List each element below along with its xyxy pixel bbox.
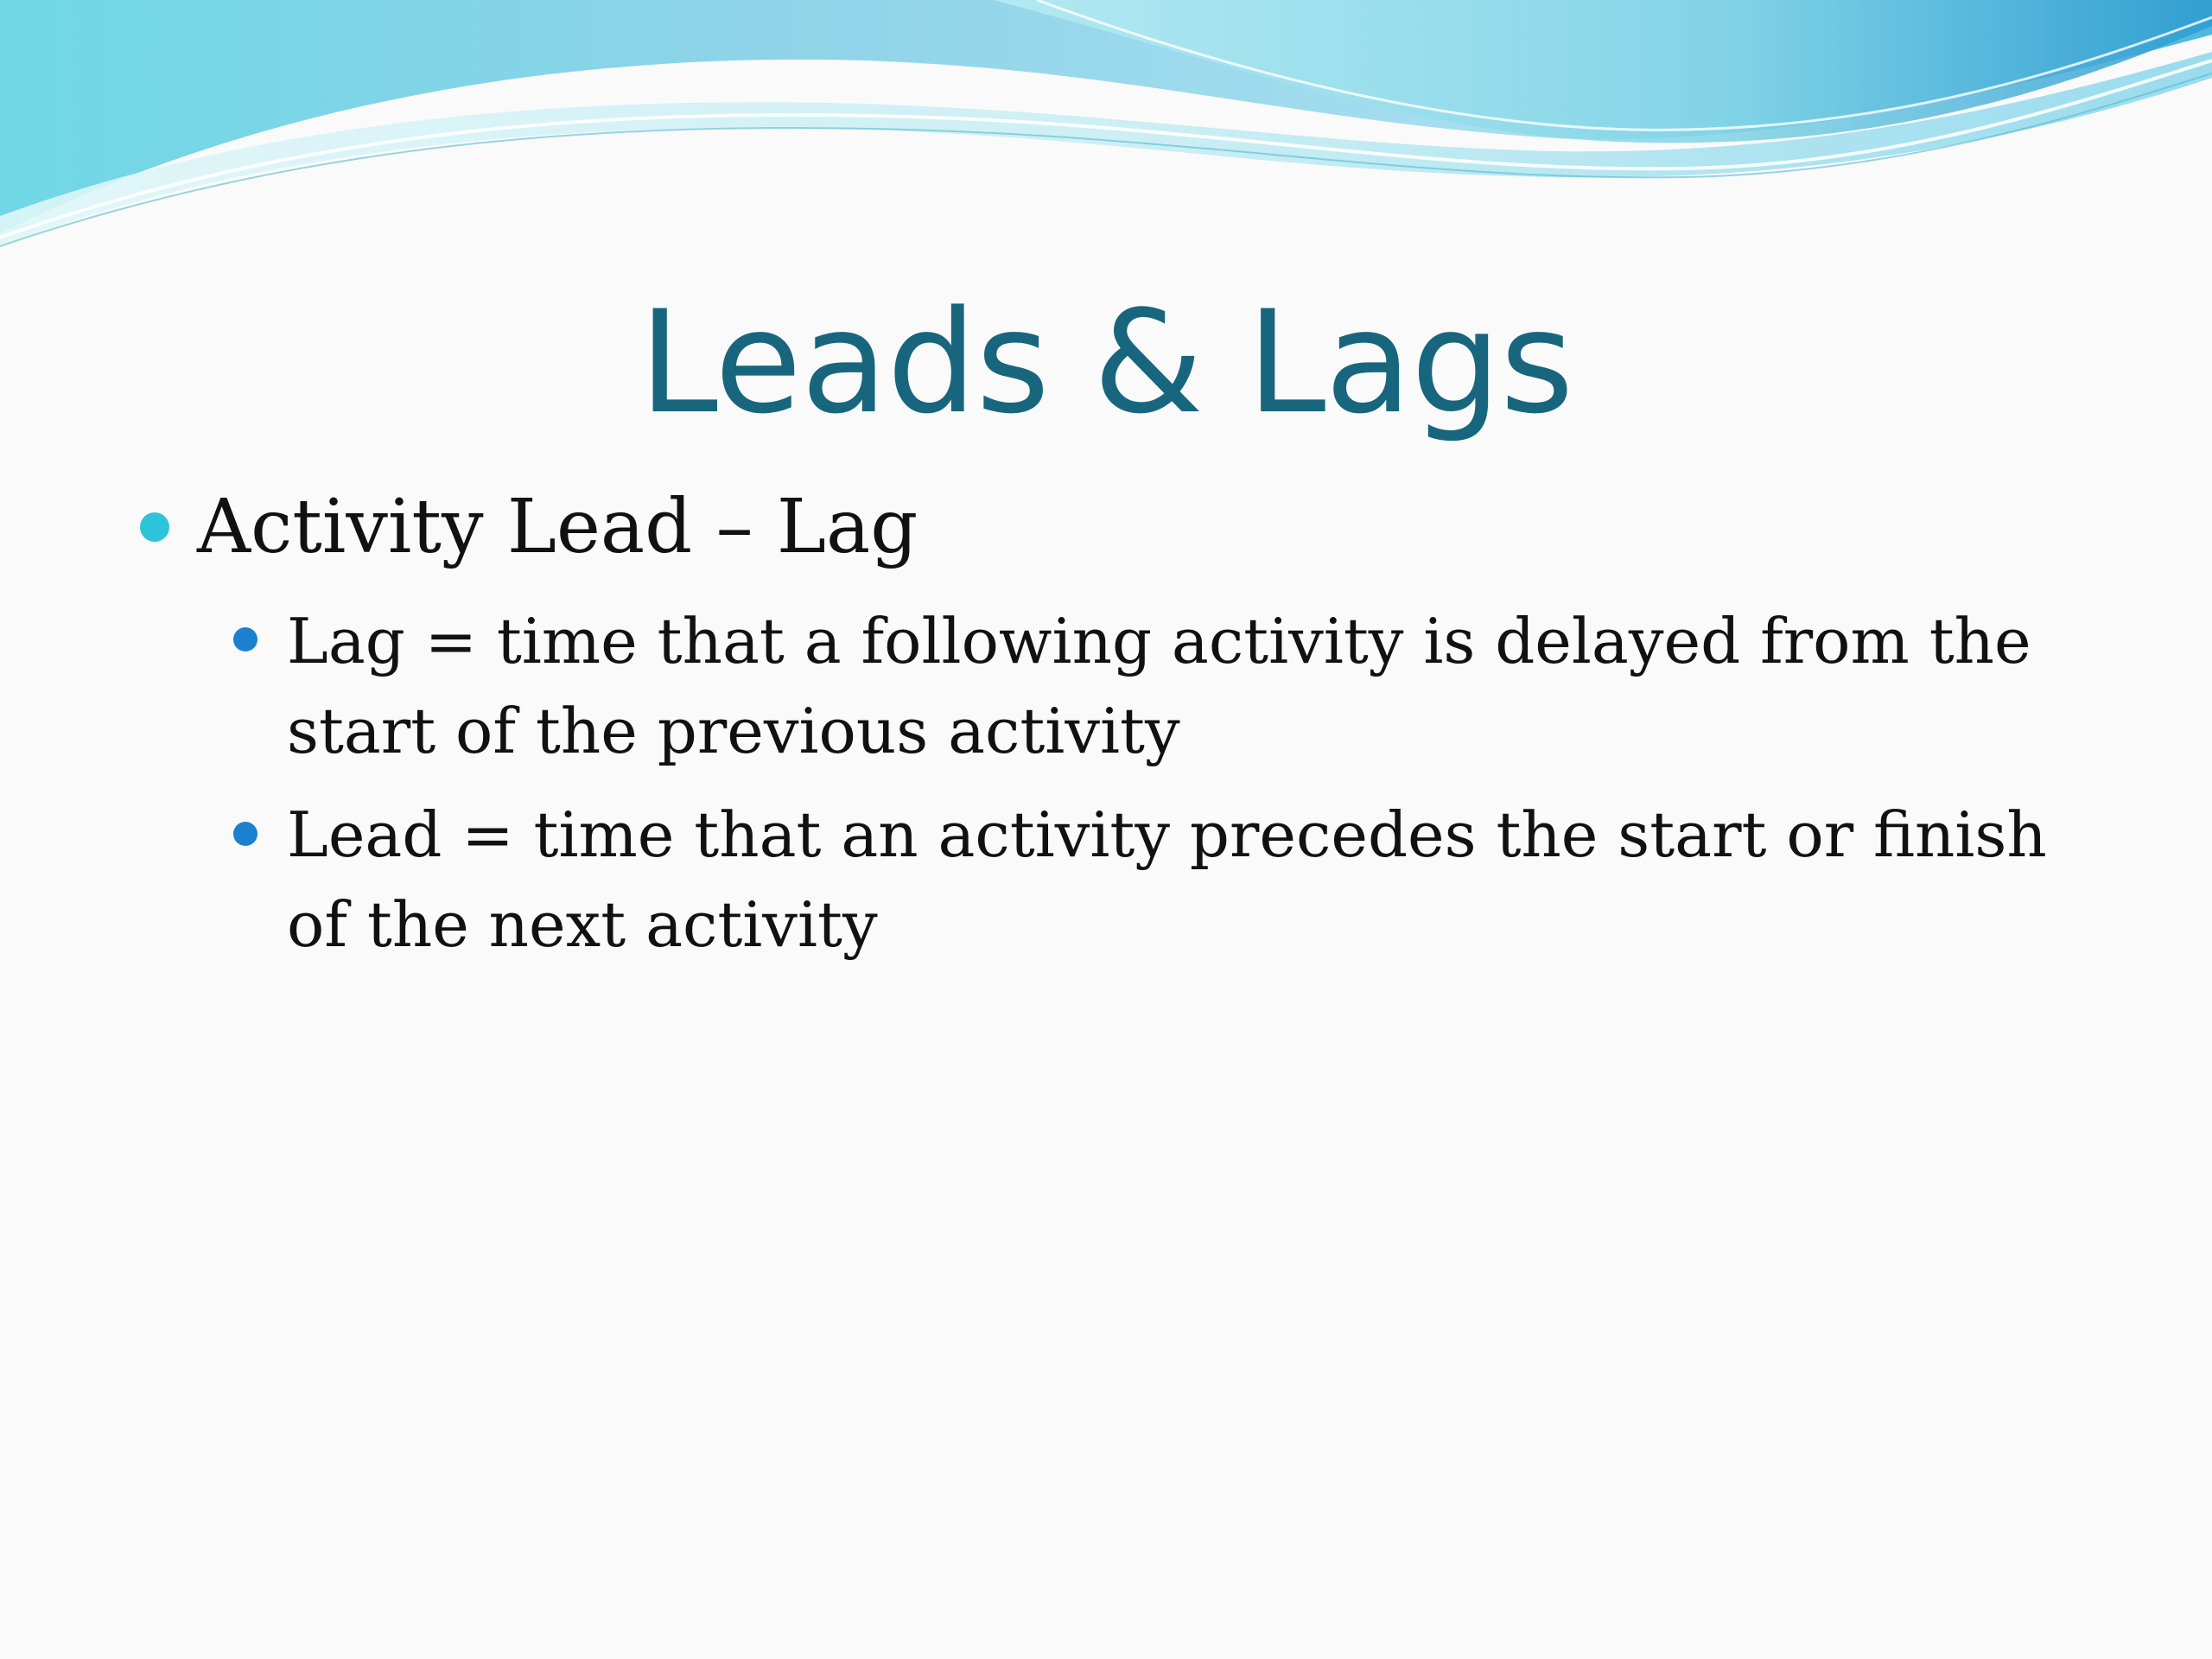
sub-bullet-lag: Lag = time that a following activity is delayed from the start of the previous activity (287, 605, 2031, 767)
sub-bullet-dot-icon (233, 822, 257, 846)
sub-bullet-dot-icon (233, 627, 257, 652)
bullet-dot-icon (140, 512, 169, 542)
bullet-level1: Activity Lead – Lag (197, 484, 918, 570)
header-wave-banner (0, 0, 2212, 259)
sub-bullet-lead: Lead = time that an activity precedes the start or finish of the next activity (287, 798, 2047, 961)
slide-title: Leads & Lags (639, 280, 1573, 445)
